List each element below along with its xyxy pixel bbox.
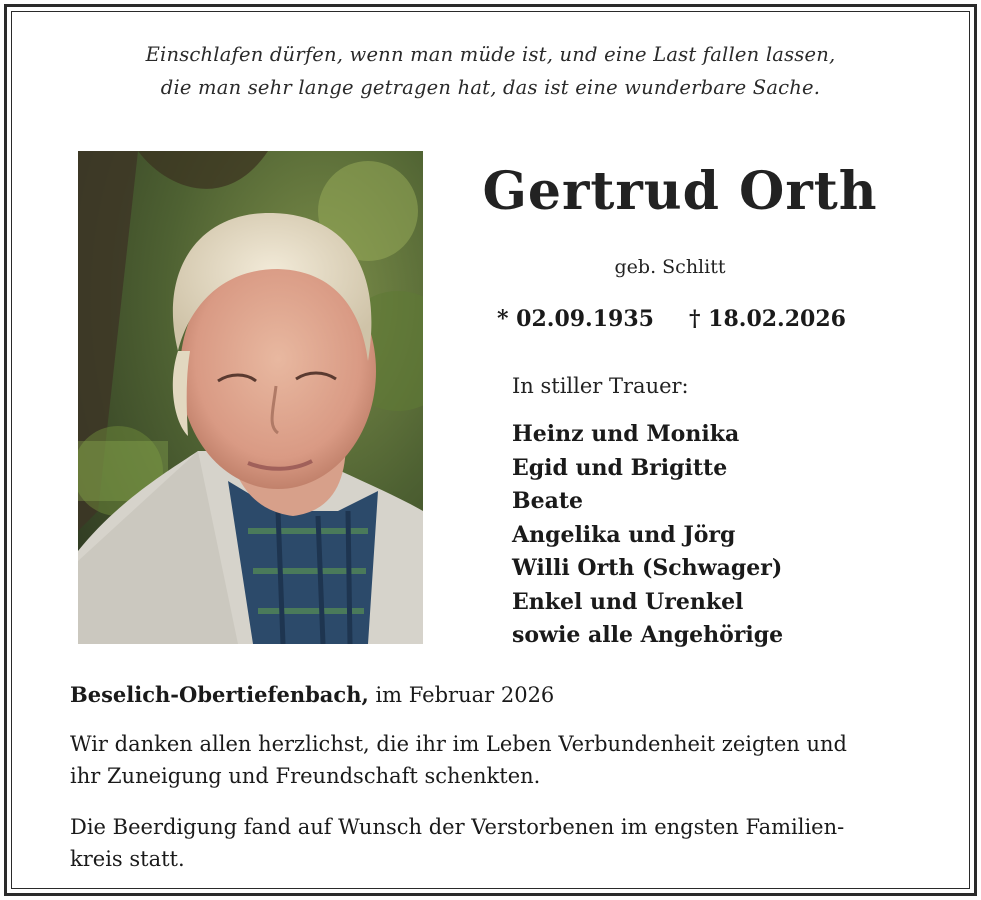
thanks-line-1: Wir danken allen herzlichst, die ihr im Leben Verbundenheit zeigten und [70, 732, 847, 756]
family-member: Egid und Brigitte [512, 454, 728, 481]
thanks-text [70, 728, 950, 792]
memorial-quote [40, 38, 941, 104]
portrait-photo [78, 151, 423, 644]
birth-date: * 02.09.1935 [497, 306, 654, 332]
family-member: Heinz und Monika [512, 421, 740, 447]
quote-line-2: die man sehr lange getragen hat, das ist eine wunderbare Sache. [160, 76, 821, 99]
thanks-line-2: ihr Zuneigung und Freundschaft schenkten. [70, 764, 541, 788]
mourning-heading: In stiller Trauer: [512, 374, 689, 398]
family-member: Angelika und Jörg [512, 521, 736, 548]
town-name: Beselich-Obertiefenbach, [70, 682, 369, 707]
family-member: Beate [512, 488, 584, 514]
deceased-name: Gertrud Orth [482, 161, 878, 222]
maiden-name: geb. Schlitt [614, 256, 726, 278]
death-date: † 18.02.2026 [689, 306, 846, 332]
funeral-line-1: Die Beerdigung fand auf Wunsch der Verstorbenen im engsten Familien- [70, 815, 845, 839]
place-and-date [70, 682, 554, 707]
family-member: sowie alle Angehörige [512, 622, 784, 648]
family-member: Enkel und Urenkel [512, 588, 744, 615]
funeral-line-2: kreis statt. [70, 847, 185, 871]
family-list [512, 418, 783, 653]
notice-date: im Februar 2026 [368, 683, 555, 707]
funeral-note [70, 811, 950, 875]
family-member: Willi Orth (Schwager) [512, 555, 783, 581]
quote-line-1: Einschlafen dürfen, wenn man müde ist, und eine Last fallen lassen, [145, 43, 836, 66]
